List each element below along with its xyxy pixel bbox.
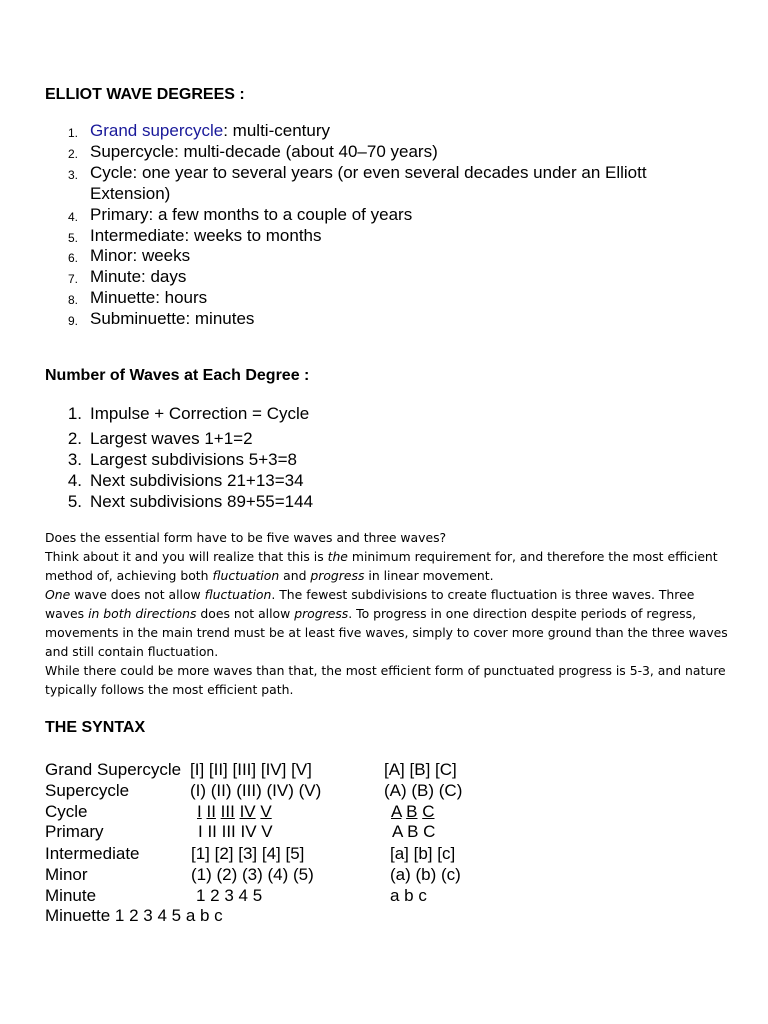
heading-the-syntax: THE SYNTAX (45, 719, 146, 736)
syntax-correction: (A) (B) (C) (384, 781, 463, 800)
list-text: Impulse + Correction = Cycle (90, 404, 310, 423)
list-text: Supercycle: multi-decade (about 40–70 years) (90, 142, 438, 161)
paragraph-line: While there could be more waves than that, the most efficient form of punctuated progress is 5-3, and nature (45, 663, 726, 678)
syntax-label: Primary (45, 822, 104, 841)
list-text: Largest waves 1+1=2 (90, 429, 253, 448)
syntax-correction: (a) (b) (c) (390, 865, 461, 884)
list-number: 5. (67, 492, 82, 511)
list-text: Minuette: hours (90, 288, 208, 307)
list-number: 3. (67, 168, 78, 182)
syntax-impulse: [1] [2] [3] [4] [5] (191, 844, 305, 863)
paragraph-line: method of, achieving both fluctuation and progress in linear movement. (45, 568, 494, 583)
syntax-impulse: [I] [II] [III] [IV] [V] (190, 760, 312, 779)
paragraph-line: Does the essential form have to be five waves and three waves? (45, 530, 447, 545)
syntax-correction: [A] [B] [C] (384, 760, 457, 779)
paragraph-line: Think about it and you will realize that this is the minimum requirement for, and therefore the most efficient (45, 549, 718, 564)
syntax-label: Intermediate (45, 844, 140, 863)
list-number: 4. (67, 471, 82, 490)
list-text-continued: Extension) (90, 184, 171, 203)
list-text: Next subdivisions 21+13=34 (90, 471, 304, 490)
list-item (0, 246, 740, 266)
syntax-correction: A B C (391, 802, 435, 821)
list-item (0, 288, 740, 308)
list-item (0, 205, 740, 225)
list-item (0, 267, 740, 287)
list-text: : multi-century (223, 121, 330, 140)
list-text: Minute: days (90, 267, 187, 286)
list-text: Primary: a few months to a couple of years (90, 205, 413, 224)
list-number: 1. (67, 404, 82, 423)
list-number: 9. (67, 314, 78, 328)
syntax-impulse: 1 2 3 4 5 (196, 886, 263, 905)
list-item (0, 163, 740, 203)
syntax-label: Minute (45, 886, 97, 905)
paragraph-line: One wave does not allow fluctuation. The fewest subdivisions to create fluctuation is three waves. Three (45, 587, 695, 602)
list-number: 8. (67, 293, 78, 307)
syntax-label: Cycle (45, 802, 88, 821)
list-text: Subminuette: minutes (90, 309, 255, 328)
list-text: Largest subdivisions 5+3=8 (90, 450, 297, 469)
list-number: 7. (67, 272, 78, 286)
list-number: 1. (67, 126, 78, 140)
list-number: 3. (67, 450, 82, 469)
list-text: Intermediate: weeks to months (90, 226, 322, 245)
paragraph-line: movements in the main trend must be at least five waves, simply to cover more ground than the three waves (45, 625, 728, 640)
syntax-impulse: (1) (2) (3) (4) (5) (191, 865, 314, 884)
list-item (0, 309, 740, 329)
paragraph-line: waves in both directions does not allow progress. To progress in one direction despite periods of regress, (45, 606, 697, 621)
heading-number-of-waves: Number of Waves at Each Degree : (45, 367, 310, 384)
list-number: 6. (67, 251, 78, 265)
syntax-correction: a b c (390, 886, 427, 905)
list-item (0, 404, 740, 424)
list-text: Cycle: one year to several years (or even several decades under an Elliott (90, 163, 647, 182)
paragraph-line: and still contain fluctuation. (45, 644, 219, 659)
list-item (0, 450, 740, 470)
list-item (0, 471, 740, 491)
syntax-correction: A B C (392, 822, 436, 841)
syntax-label: Supercycle (45, 781, 130, 800)
list-number: 2. (67, 147, 78, 161)
list-item (0, 492, 740, 512)
list-number: 2. (67, 429, 82, 448)
list-item (0, 226, 740, 246)
list-item (0, 429, 740, 449)
syntax-label: Minuette 1 2 3 4 5 a b c (45, 906, 223, 925)
list-number: 4. (67, 210, 78, 224)
syntax-label: Minor (45, 865, 88, 884)
list-text: Next subdivisions 89+55=144 (90, 492, 314, 511)
grand-supercycle-link[interactable]: Grand supercycle (90, 121, 224, 140)
list-number: 5. (67, 231, 78, 245)
syntax-correction: [a] [b] [c] (390, 844, 456, 863)
list-text: Minor: weeks (90, 246, 191, 265)
paragraph-line: typically follows the most efficient path. (45, 682, 294, 697)
syntax-impulse: I II III IV V (197, 802, 272, 821)
syntax-label: Grand Supercycle (45, 760, 182, 779)
list-item (0, 142, 740, 162)
syntax-impulse: (I) (II) (III) (IV) (V) (190, 781, 322, 800)
syntax-impulse: I II III IV V (198, 822, 273, 841)
explanation-paragraph (45, 528, 735, 699)
heading-elliot-wave-degrees: ELLIOT WAVE DEGREES : (45, 86, 245, 103)
list-item (0, 121, 740, 141)
